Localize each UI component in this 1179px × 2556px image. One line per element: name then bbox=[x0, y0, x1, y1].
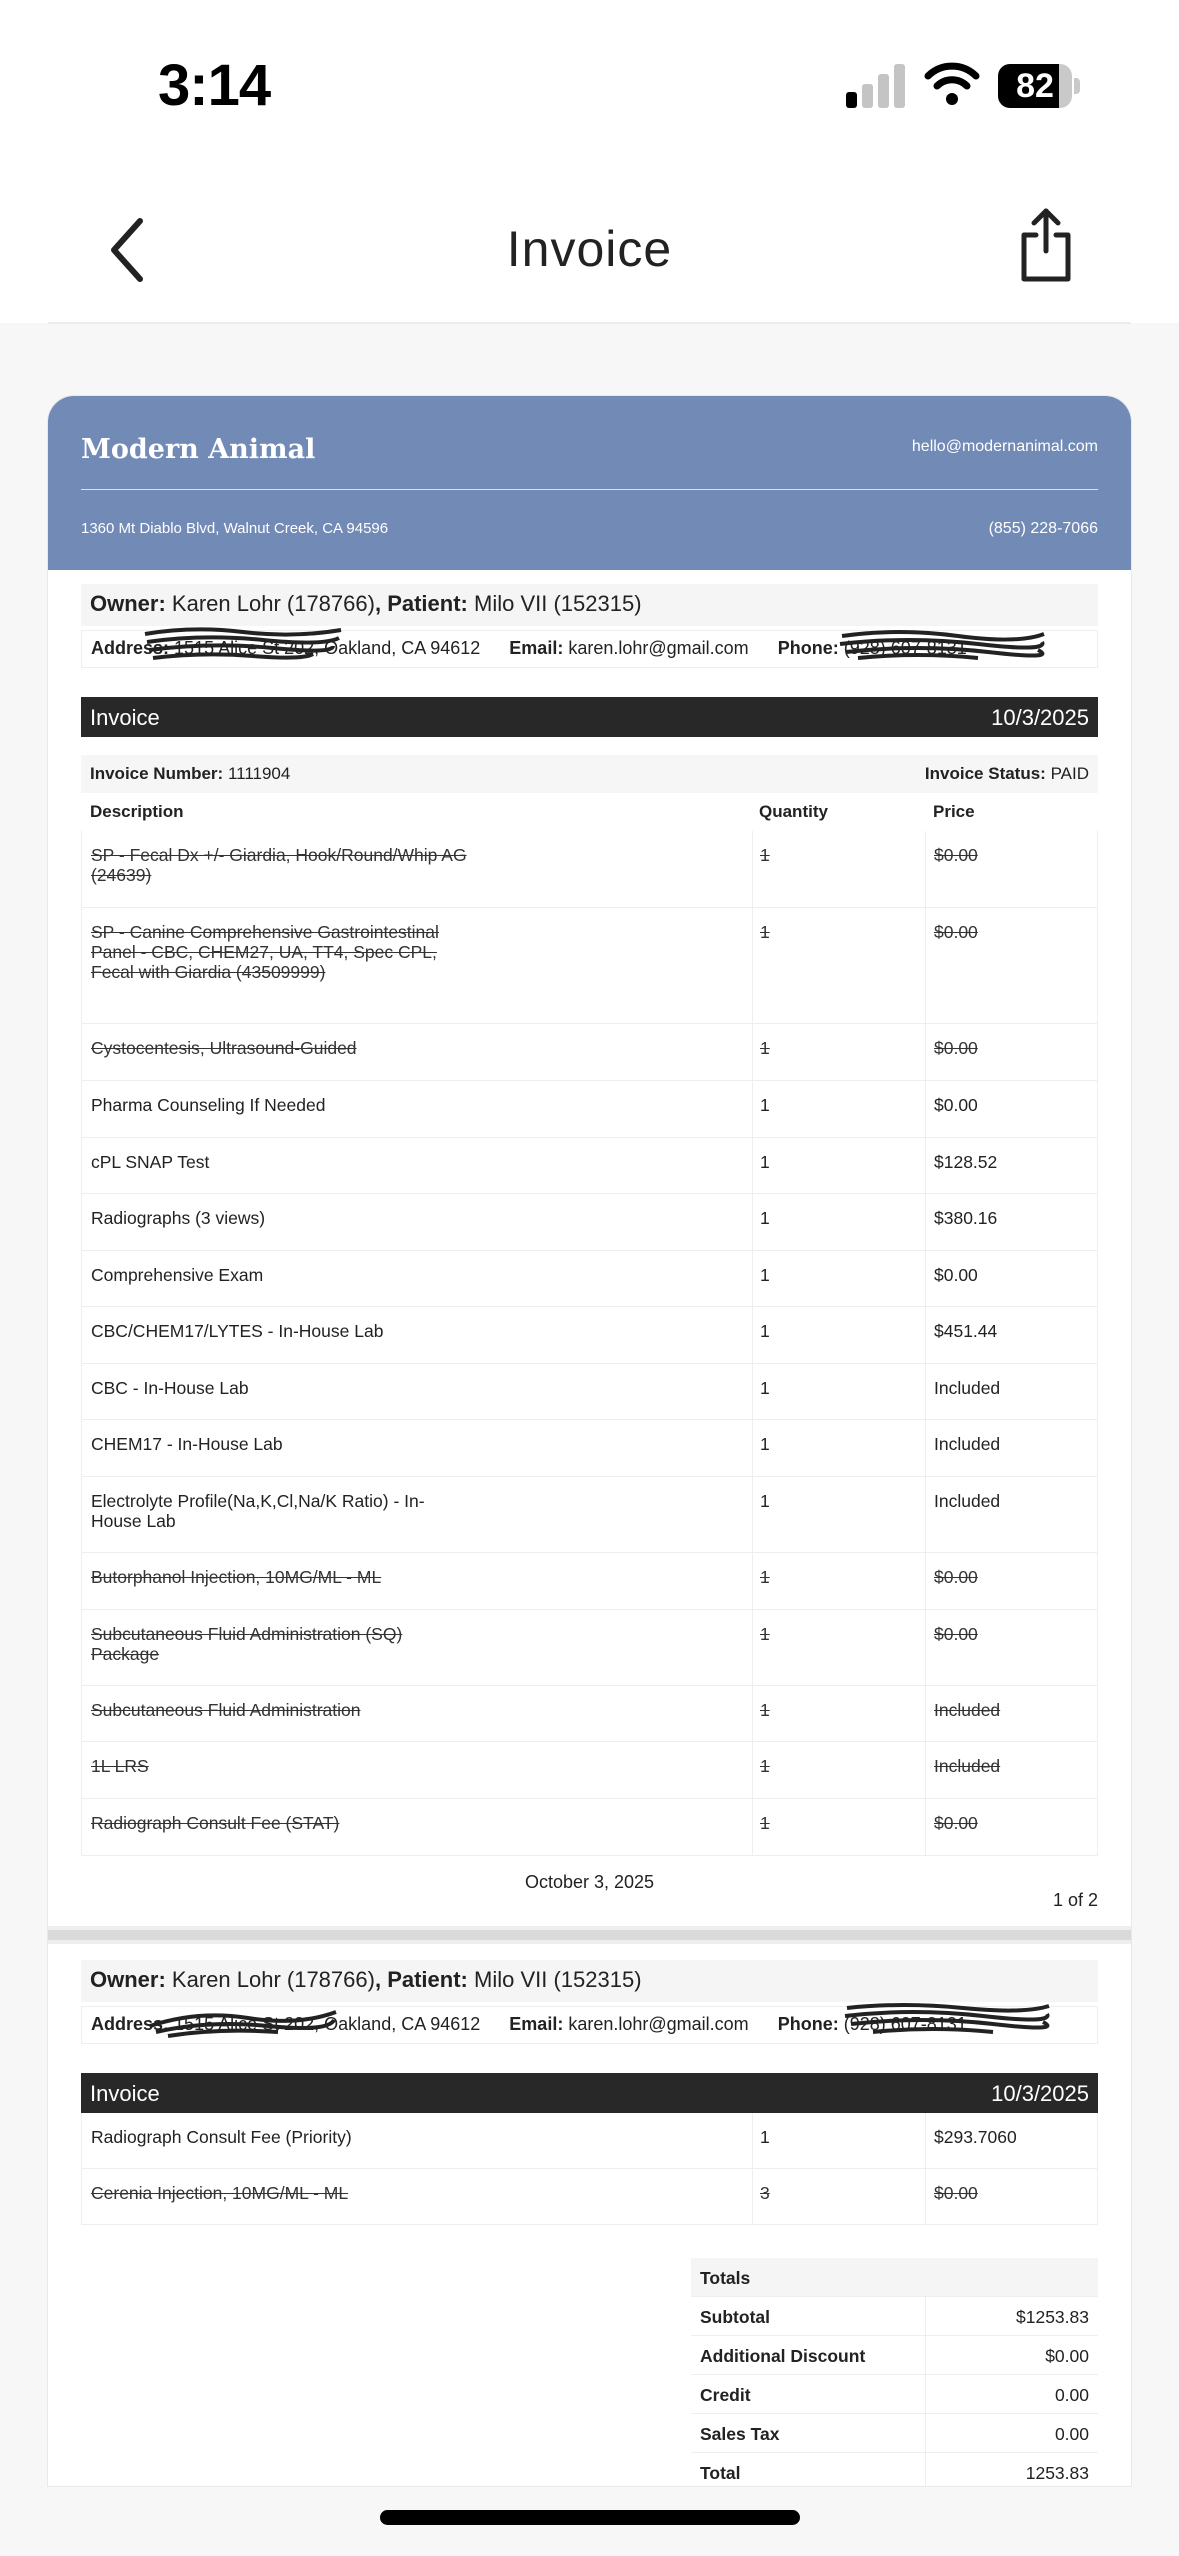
page-footer-date: October 3, 2025 bbox=[524, 1872, 655, 1892]
header-divider bbox=[81, 489, 1098, 490]
owner-patient-row: Owner: Karen Lohr (178766), Patient: Milo VII (152315) bbox=[81, 1960, 1098, 2002]
table-row bbox=[81, 1686, 1098, 1742]
item-quantity: 1 bbox=[760, 1321, 770, 1341]
item-price: Included bbox=[934, 1700, 1001, 1720]
totals-value: $1253.83 bbox=[1016, 2307, 1089, 2327]
item-quantity: 1 bbox=[760, 1208, 770, 1228]
item-quantity: 1 bbox=[760, 1152, 770, 1172]
table-row bbox=[81, 2113, 1098, 2169]
column-header-price: Price bbox=[933, 802, 975, 821]
table-row bbox=[81, 908, 1098, 1024]
table-row bbox=[81, 1024, 1098, 1081]
item-price: $0.00 bbox=[934, 1095, 978, 1115]
item-price: Included bbox=[934, 1378, 1001, 1398]
item-price: $380.16 bbox=[934, 1208, 998, 1228]
invoice-number-label: Invoice Number: bbox=[90, 764, 224, 783]
item-description: CBC - In-House Lab bbox=[91, 1378, 249, 1398]
patient-label: Patient: bbox=[387, 1967, 468, 1992]
totals-heading: Totals bbox=[700, 2268, 751, 2288]
battery-icon bbox=[998, 64, 1080, 108]
totals-row bbox=[691, 2297, 1098, 2336]
redaction-scribble bbox=[148, 2002, 338, 2042]
status-time: 3:14 bbox=[158, 53, 271, 118]
item-price: $451.44 bbox=[934, 1321, 998, 1341]
item-price: Included bbox=[934, 1434, 1001, 1454]
item-quantity: 1 bbox=[760, 1491, 770, 1511]
item-description: Radiographs (3 views) bbox=[91, 1208, 266, 1228]
item-description: Comprehensive Exam bbox=[91, 1265, 264, 1285]
phone-label: Phone: bbox=[777, 2014, 839, 2034]
item-description: Cerenia Injection, 10MG/ML - ML bbox=[91, 2183, 349, 2203]
invoice-meta-row bbox=[81, 755, 1098, 793]
item-description: Cystocentesis, Ultrasound-Guided bbox=[91, 1038, 357, 1058]
home-indicator[interactable] bbox=[380, 2510, 800, 2525]
table-row bbox=[81, 1364, 1098, 1420]
item-description: Subcutaneous Fluid Administration bbox=[91, 1700, 361, 1720]
item-price: $0.00 bbox=[934, 1038, 978, 1058]
item-quantity: 1 bbox=[760, 1700, 770, 1720]
item-quantity: 1 bbox=[760, 1434, 770, 1454]
totals-row bbox=[691, 2375, 1098, 2414]
table-header bbox=[81, 793, 1098, 831]
item-description: CBC/CHEM17/LYTES - In-House Lab bbox=[91, 1321, 384, 1341]
page-number: 1 of 2 bbox=[1052, 1890, 1098, 1910]
totals-value: 0.00 bbox=[1054, 2424, 1089, 2444]
invoice-document[interactable] bbox=[48, 396, 1131, 2486]
owner-label: Owner: bbox=[90, 591, 166, 616]
table-row bbox=[81, 1742, 1098, 1799]
phone-value: (928) 607-8131 bbox=[843, 638, 967, 658]
clinic-header bbox=[48, 396, 1131, 570]
clinic-address: 1360 Mt Diablo Blvd, Walnut Creek, CA 94596 bbox=[81, 520, 389, 537]
item-quantity: 1 bbox=[760, 1095, 770, 1115]
item-description: Radiograph Consult Fee (STAT) bbox=[91, 1813, 340, 1833]
item-quantity: 1 bbox=[760, 1378, 770, 1398]
totals-value: $0.00 bbox=[1045, 2346, 1089, 2366]
table-row bbox=[81, 2169, 1098, 2225]
invoice-bar-label: Invoice bbox=[90, 2081, 160, 2106]
redaction-scribble bbox=[143, 624, 343, 664]
item-quantity: 1 bbox=[760, 1756, 770, 1776]
share-icon[interactable] bbox=[1016, 205, 1076, 285]
table-row bbox=[81, 831, 1098, 908]
totals-label: Additional Discount bbox=[700, 2346, 866, 2366]
email-label: Email: bbox=[509, 638, 564, 658]
clinic-phone: (855) 228-7066 bbox=[988, 520, 1098, 537]
phone-label: Phone: bbox=[777, 638, 839, 658]
totals-heading-row bbox=[691, 2258, 1098, 2297]
item-description: CHEM17 - In-House Lab bbox=[91, 1434, 283, 1454]
invoice-number: 1111904 bbox=[227, 764, 291, 783]
cellular-signal-icon bbox=[846, 62, 906, 108]
totals-row bbox=[691, 2453, 1098, 2486]
address-label: Address: bbox=[91, 638, 170, 658]
page-title: Invoice bbox=[506, 221, 673, 277]
email-label: Email: bbox=[509, 2014, 564, 2034]
table-row bbox=[81, 1138, 1098, 1194]
item-price: $0.00 bbox=[934, 2183, 978, 2203]
item-price: $0.00 bbox=[934, 845, 978, 865]
item-description: 1L LRS bbox=[91, 1756, 149, 1776]
owner-name: Karen Lohr (178766) bbox=[171, 591, 375, 616]
totals-row bbox=[691, 2336, 1098, 2375]
item-quantity: 3 bbox=[760, 2183, 770, 2203]
item-price: $0.00 bbox=[934, 922, 978, 942]
patient-label: Patient: bbox=[387, 591, 468, 616]
item-description: Electrolyte Profile(Na,K,Cl,Na/K Ratio) - In-House Lab bbox=[91, 1491, 425, 1531]
totals-value: 1253.83 bbox=[1025, 2463, 1089, 2483]
table-row bbox=[81, 1251, 1098, 1307]
owner-label: Owner: bbox=[90, 1967, 166, 1992]
item-price: $293.7060 bbox=[934, 2127, 1017, 2147]
item-price: $0.00 bbox=[934, 1813, 978, 1833]
patient-name: Milo VII (152315) bbox=[474, 591, 642, 616]
totals-row bbox=[691, 2414, 1098, 2453]
invoice-status-label: Invoice Status: bbox=[924, 764, 1046, 783]
redaction-scribble bbox=[843, 1998, 1053, 2038]
invoice-bar-label: Invoice bbox=[90, 705, 160, 730]
email-value: karen.lohr@gmail.com bbox=[568, 638, 749, 658]
totals-label: Sales Tax bbox=[700, 2424, 780, 2444]
invoice-date: 10/3/2025 bbox=[991, 705, 1089, 730]
email-value: karen.lohr@gmail.com bbox=[568, 2014, 749, 2034]
item-description: Butorphanol Injection, 10MG/ML - ML bbox=[91, 1567, 382, 1587]
invoice-bar bbox=[81, 697, 1098, 737]
phone-value: (928) 607-8131 bbox=[843, 2014, 967, 2034]
item-description: Pharma Counseling If Needed bbox=[91, 1095, 326, 1115]
item-price: Included bbox=[934, 1756, 1001, 1776]
totals-label: Subtotal bbox=[700, 2307, 770, 2327]
item-quantity: 1 bbox=[760, 1265, 770, 1285]
address-label: Address: bbox=[91, 2014, 170, 2034]
redaction-scribble bbox=[838, 624, 1048, 664]
table-row bbox=[81, 1477, 1098, 1553]
invoice-status: PAID bbox=[1050, 764, 1089, 783]
item-price: $128.52 bbox=[934, 1152, 998, 1172]
nav-bar bbox=[0, 175, 1179, 323]
address-value: 1515 Alice St 202, Oakland, CA 94612 bbox=[174, 638, 481, 658]
clinic-logo: Modern Animal bbox=[81, 434, 316, 465]
status-bar bbox=[0, 0, 1179, 175]
invoice-bar bbox=[81, 2073, 1098, 2113]
column-header-quantity: Quantity bbox=[759, 802, 828, 821]
owner-patient-row: Owner: Karen Lohr (178766), Patient: Milo VII (152315) bbox=[81, 584, 1098, 626]
table-row bbox=[81, 1799, 1098, 1856]
nav-divider bbox=[48, 322, 1131, 324]
table-row bbox=[81, 1553, 1098, 1610]
battery-percent: 82 bbox=[1016, 67, 1054, 105]
item-price: Included bbox=[934, 1491, 1001, 1511]
item-description: SP - Canine Comprehensive Gastrointestinal Panel - CBC, CHEM27, UA, TT4, Spec CPL, Fecal with Giardia (43509999) bbox=[91, 922, 439, 982]
item-quantity: 1 bbox=[760, 1038, 770, 1058]
item-price: $0.00 bbox=[934, 1567, 978, 1587]
wifi-icon bbox=[924, 60, 980, 106]
owner-name: Karen Lohr (178766) bbox=[171, 1967, 375, 1992]
item-description: cPL SNAP Test bbox=[91, 1152, 210, 1172]
item-price: $0.00 bbox=[934, 1624, 978, 1644]
item-quantity: 1 bbox=[760, 2127, 770, 2147]
table-row bbox=[81, 1610, 1098, 1686]
totals-value: 0.00 bbox=[1054, 2385, 1089, 2405]
totals-label: Credit bbox=[700, 2385, 751, 2405]
table-row bbox=[81, 1420, 1098, 1477]
address-value: 1515 Alice St 202, Oakland, CA 94612 bbox=[174, 2014, 481, 2034]
item-description: Radiograph Consult Fee (Priority) bbox=[91, 2127, 352, 2147]
page-separator bbox=[48, 1926, 1131, 1944]
invoice-date: 10/3/2025 bbox=[991, 2081, 1089, 2106]
item-quantity: 1 bbox=[760, 1624, 770, 1644]
item-quantity: 1 bbox=[760, 1567, 770, 1587]
table-row bbox=[81, 1081, 1098, 1138]
item-description: Subcutaneous Fluid Administration (SQ) Package bbox=[91, 1624, 403, 1664]
item-description: SP - Fecal Dx +/- Giardia, Hook/Round/Whip AG (24639) bbox=[91, 845, 467, 885]
column-header-description: Description bbox=[90, 802, 184, 821]
patient-name: Milo VII (152315) bbox=[474, 1967, 642, 1992]
clinic-email: hello@modernanimal.com bbox=[911, 438, 1098, 455]
totals-label: Total bbox=[700, 2463, 741, 2483]
item-quantity: 1 bbox=[760, 845, 770, 865]
item-quantity: 1 bbox=[760, 922, 770, 942]
item-quantity: 1 bbox=[760, 1813, 770, 1833]
item-price: $0.00 bbox=[934, 1265, 978, 1285]
table-row bbox=[81, 1194, 1098, 1251]
table-row bbox=[81, 1307, 1098, 1364]
